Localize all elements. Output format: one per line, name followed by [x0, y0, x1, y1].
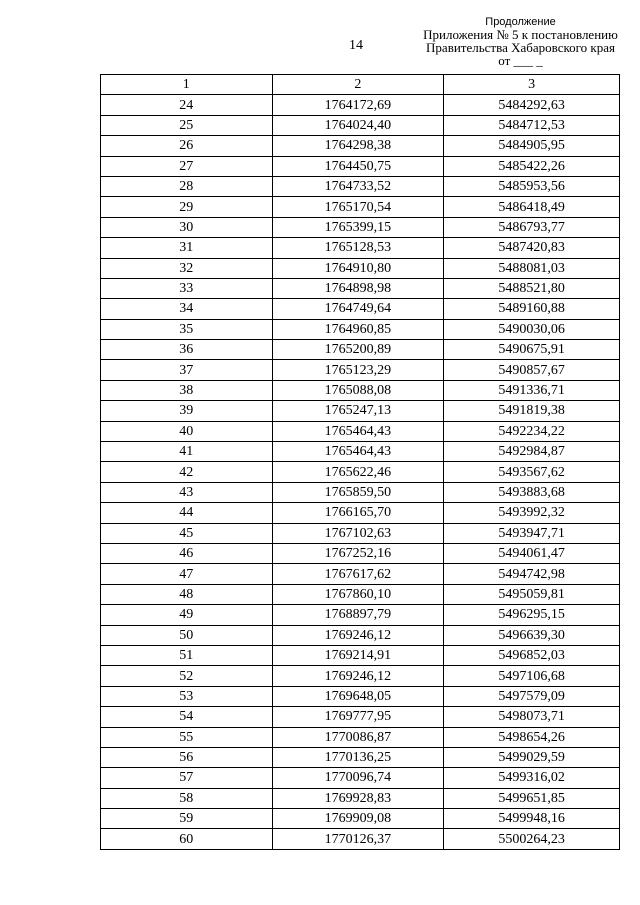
point-number-cell: 58: [101, 788, 273, 808]
point-number-cell: 53: [101, 686, 273, 706]
table-row: [101, 299, 620, 319]
point-number-cell: 41: [101, 442, 273, 462]
y-coordinate-cell: 5493947,71: [444, 523, 620, 543]
y-coordinate-cell: 5498073,71: [444, 707, 620, 727]
x-coordinate-cell: 1764024,40: [272, 115, 444, 135]
point-number-cell: 52: [101, 666, 273, 686]
table-row: [101, 768, 620, 788]
x-coordinate-cell: 1770126,37: [272, 829, 444, 849]
point-number-cell: 32: [101, 258, 273, 278]
y-coordinate-cell: 5493567,62: [444, 462, 620, 482]
y-coordinate-cell: 5493883,68: [444, 482, 620, 502]
table-row: [101, 401, 620, 421]
y-coordinate-cell: 5495059,81: [444, 584, 620, 604]
table-row: [101, 95, 620, 115]
x-coordinate-cell: 1769648,05: [272, 686, 444, 706]
table-row: [101, 340, 620, 360]
y-coordinate-cell: 5500264,23: [444, 829, 620, 849]
table-row: [101, 503, 620, 523]
point-number-cell: 27: [101, 156, 273, 176]
x-coordinate-cell: 1769909,08: [272, 809, 444, 829]
x-coordinate-cell: 1769246,12: [272, 625, 444, 645]
point-number-cell: 28: [101, 176, 273, 196]
table-row: [101, 727, 620, 747]
y-coordinate-cell: 5486418,49: [444, 197, 620, 217]
point-number-cell: 24: [101, 95, 273, 115]
table-row: [101, 605, 620, 625]
y-coordinate-cell: 5486793,77: [444, 217, 620, 237]
y-coordinate-cell: 5491819,38: [444, 401, 620, 421]
x-coordinate-cell: 1764960,85: [272, 319, 444, 339]
point-number-cell: 49: [101, 605, 273, 625]
point-number-cell: 40: [101, 421, 273, 441]
x-coordinate-cell: 1769214,91: [272, 645, 444, 665]
table-row: [101, 360, 620, 380]
government-name: Правительства Хабаровского края: [426, 40, 615, 55]
x-coordinate-cell: 1765200,89: [272, 340, 444, 360]
x-coordinate-cell: 1765123,29: [272, 360, 444, 380]
y-coordinate-cell: 5494742,98: [444, 564, 620, 584]
x-coordinate-cell: 1764910,80: [272, 258, 444, 278]
y-coordinate-cell: 5490030,06: [444, 319, 620, 339]
point-number-cell: 60: [101, 829, 273, 849]
y-coordinate-cell: 5494061,47: [444, 543, 620, 563]
point-number-cell: 31: [101, 238, 273, 258]
y-coordinate-cell: 5499651,85: [444, 788, 620, 808]
point-number-cell: 29: [101, 197, 273, 217]
x-coordinate-cell: 1765399,15: [272, 217, 444, 237]
x-coordinate-cell: 1770096,74: [272, 768, 444, 788]
appendix-reference: Приложения № 5 к постановлению: [423, 27, 618, 42]
point-number-cell: 38: [101, 380, 273, 400]
point-number-cell: 54: [101, 707, 273, 727]
x-coordinate-cell: 1764898,98: [272, 278, 444, 298]
point-number-cell: 45: [101, 523, 273, 543]
table-row: [101, 217, 620, 237]
x-coordinate-cell: 1765464,43: [272, 442, 444, 462]
x-coordinate-cell: 1767252,16: [272, 543, 444, 563]
x-coordinate-cell: 1767860,10: [272, 584, 444, 604]
y-coordinate-cell: 5491336,71: [444, 380, 620, 400]
y-coordinate-cell: 5492234,22: [444, 421, 620, 441]
table-row: [101, 136, 620, 156]
table-row: [101, 686, 620, 706]
x-coordinate-cell: 1768897,79: [272, 605, 444, 625]
point-number-cell: 36: [101, 340, 273, 360]
table-row: [101, 278, 620, 298]
y-coordinate-cell: 5485953,56: [444, 176, 620, 196]
x-coordinate-cell: 1765247,13: [272, 401, 444, 421]
table-row: [101, 564, 620, 584]
x-coordinate-cell: 1769246,12: [272, 666, 444, 686]
coordinates-table: [100, 74, 620, 850]
x-coordinate-cell: 1769928,83: [272, 788, 444, 808]
point-number-cell: 55: [101, 727, 273, 747]
y-coordinate-cell: 5496639,30: [444, 625, 620, 645]
y-coordinate-cell: 5489160,88: [444, 299, 620, 319]
table-row: [101, 707, 620, 727]
y-coordinate-cell: 5496295,15: [444, 605, 620, 625]
y-coordinate-cell: 5496852,03: [444, 645, 620, 665]
x-coordinate-cell: 1764172,69: [272, 95, 444, 115]
x-coordinate-cell: 1765464,43: [272, 421, 444, 441]
x-coordinate-cell: 1764733,52: [272, 176, 444, 196]
point-number-cell: 51: [101, 645, 273, 665]
point-number-cell: 57: [101, 768, 273, 788]
column-header: 1: [101, 75, 273, 95]
y-coordinate-cell: 5484905,95: [444, 136, 620, 156]
point-number-cell: 42: [101, 462, 273, 482]
point-number-cell: 26: [101, 136, 273, 156]
x-coordinate-cell: 1766165,70: [272, 503, 444, 523]
appendix-header: [418, 16, 623, 67]
y-coordinate-cell: 5499029,59: [444, 747, 620, 767]
x-coordinate-cell: 1765622,46: [272, 462, 444, 482]
x-coordinate-cell: 1764298,38: [272, 136, 444, 156]
table-row: [101, 788, 620, 808]
point-number-cell: 50: [101, 625, 273, 645]
x-coordinate-cell: 1767102,63: [272, 523, 444, 543]
table-row: [101, 829, 620, 849]
x-coordinate-cell: 1769777,95: [272, 707, 444, 727]
point-number-cell: 56: [101, 747, 273, 767]
x-coordinate-cell: 1765088,08: [272, 380, 444, 400]
table-row: [101, 197, 620, 217]
table-row: [101, 238, 620, 258]
x-coordinate-cell: 1764749,64: [272, 299, 444, 319]
point-number-cell: 33: [101, 278, 273, 298]
x-coordinate-cell: 1765859,50: [272, 482, 444, 502]
table-row: [101, 666, 620, 686]
column-header: 3: [444, 75, 620, 95]
table-row: [101, 645, 620, 665]
y-coordinate-cell: 5488521,80: [444, 278, 620, 298]
x-coordinate-cell: 1765128,53: [272, 238, 444, 258]
y-coordinate-cell: 5490857,67: [444, 360, 620, 380]
table-row: [101, 523, 620, 543]
table-row: [101, 462, 620, 482]
x-coordinate-cell: 1770136,25: [272, 747, 444, 767]
table-row: [101, 809, 620, 829]
x-coordinate-cell: 1765170,54: [272, 197, 444, 217]
point-number-cell: 37: [101, 360, 273, 380]
table-row: [101, 115, 620, 135]
point-number-cell: 43: [101, 482, 273, 502]
table-row: [101, 625, 620, 645]
point-number-cell: 34: [101, 299, 273, 319]
y-coordinate-cell: 5499316,02: [444, 768, 620, 788]
y-coordinate-cell: 5490675,91: [444, 340, 620, 360]
y-coordinate-cell: 5497106,68: [444, 666, 620, 686]
y-coordinate-cell: 5492984,87: [444, 442, 620, 462]
y-coordinate-cell: 5484712,53: [444, 115, 620, 135]
continuation-label: Продолжение: [485, 16, 556, 28]
decree-date: от ___ _: [498, 53, 543, 68]
page-number: 14: [349, 38, 363, 53]
table-header-row: [101, 75, 620, 95]
y-coordinate-cell: 5484292,63: [444, 95, 620, 115]
x-coordinate-cell: 1764450,75: [272, 156, 444, 176]
table-row: [101, 584, 620, 604]
y-coordinate-cell: 5497579,09: [444, 686, 620, 706]
y-coordinate-cell: 5488081,03: [444, 258, 620, 278]
x-coordinate-cell: 1767617,62: [272, 564, 444, 584]
x-coordinate-cell: 1770086,87: [272, 727, 444, 747]
table-row: [101, 156, 620, 176]
y-coordinate-cell: 5499948,16: [444, 809, 620, 829]
table-row: [101, 258, 620, 278]
table-row: [101, 319, 620, 339]
table-row: [101, 421, 620, 441]
point-number-cell: 25: [101, 115, 273, 135]
table-body: [101, 95, 620, 849]
point-number-cell: 48: [101, 584, 273, 604]
point-number-cell: 44: [101, 503, 273, 523]
table-row: [101, 442, 620, 462]
table-row: [101, 747, 620, 767]
y-coordinate-cell: 5498654,26: [444, 727, 620, 747]
y-coordinate-cell: 5493992,32: [444, 503, 620, 523]
point-number-cell: 39: [101, 401, 273, 421]
y-coordinate-cell: 5487420,83: [444, 238, 620, 258]
table-row: [101, 380, 620, 400]
point-number-cell: 59: [101, 809, 273, 829]
column-header: 2: [272, 75, 444, 95]
table-row: [101, 482, 620, 502]
y-coordinate-cell: 5485422,26: [444, 156, 620, 176]
table-row: [101, 543, 620, 563]
point-number-cell: 30: [101, 217, 273, 237]
table-row: [101, 176, 620, 196]
point-number-cell: 47: [101, 564, 273, 584]
point-number-cell: 46: [101, 543, 273, 563]
point-number-cell: 35: [101, 319, 273, 339]
